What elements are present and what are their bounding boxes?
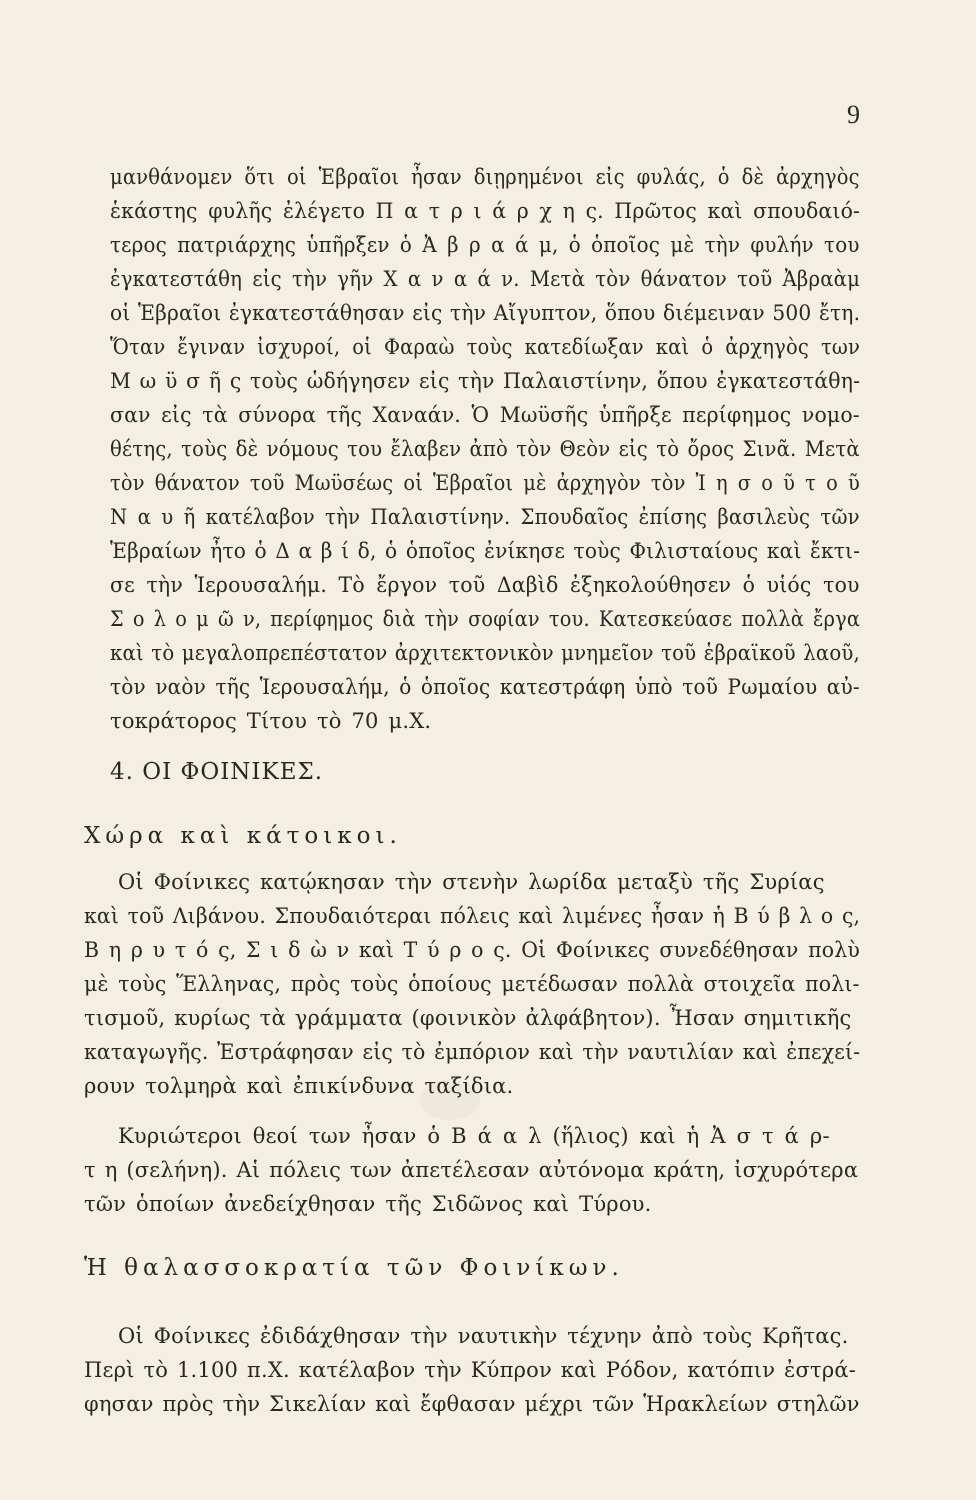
text-line: Κυριώτεροι θεοί των ἦσαν ὁ Β ά α λ (ἥλιος) καὶ ἡ Ἀ σ τ ά ρ- [118, 1124, 830, 1148]
text-line: ἐγκατεστάθη εἰς τὴν γῆν Χ α ν α ά ν. Μετὰ τὸν θάνατον τοῦ Ἀβραὰμ [110, 267, 861, 291]
text-line: τῶν ὁποίων ἀνεδείχθησαν τῆς Σιδῶνος καὶ Τύρου. [84, 1192, 652, 1216]
text-line: τὸν ναὸν τῆς Ἱερουσαλήμ, ὁ ὁποῖος κατεστράφη ὑπὸ τοῦ Ρωμαίου αὐ- [110, 675, 860, 699]
text-line: καὶ τὸ μεγαλοπρεπέστατον ἀρχιτεκτονικὸν μνημεῖον τοῦ ἑβραϊκοῦ λαοῦ, [110, 641, 860, 665]
text-line: θέτης, τοὺς δὲ νόμους του ἔλαβεν ἀπὸ τὸν Θεὸν εἰς τὸ ὄρος Σινᾶ. Μετὰ [110, 437, 860, 461]
text-line: Σ ο λ ο μ ῶ ν, περίφημος διὰ τὴν σοφίαν του. Κατεσκεύασε πολλὰ ἔργα [110, 607, 861, 631]
text-line: σαν εἰς τὰ σύνορα τῆς Χαναάν. Ὁ Μωϋσῆς ὑπῆρξε περίφημος νομο- [110, 403, 860, 427]
text-line: καὶ τοῦ Λιβάνου. Σπουδαιότεραι πόλεις καὶ λιμένες ἦσαν ἡ Β ύ β λ ο ς, [84, 904, 861, 928]
text-line: οἱ Ἑβραῖοι ἐγκατεστάθησαν εἰς τὴν Αἴγυπτον, ὅπου διέμειναν 500 ἔτη. [110, 301, 861, 325]
text-line: Ὅταν ἔγιναν ἰσχυροί, οἱ Φαραὼ τοὺς κατεδίωξαν καὶ ὁ ἀρχηγὸς των [110, 335, 861, 359]
page-number: 9 [847, 100, 860, 129]
text-line: μανθάνομεν ὅτι οἱ Ἑβραῖοι ἦσαν διῃρημένοι εἰς φυλάς, ὁ δὲ ἀρχηγὸς [110, 165, 860, 189]
text-line: σε τὴν Ἱερουσαλήμ. Τὸ ἔργον τοῦ Δαβὶδ ἐξηκολούθησεν ὁ υἱός του [110, 573, 860, 597]
text-line: ἑκάστης φυλῆς ἐλέγετο Π α τ ρ ι ά ρ χ η ς. Πρῶτος καὶ σπουδαιό- [110, 199, 861, 223]
text-line: μὲ τοὺς Ἕλληνας, πρὸς τοὺς ὁποίους μετέδωσαν πολλὰ στοιχεῖα πολι- [84, 972, 860, 996]
text-line: Ἑβραίων ἦτο ὁ Δ α β ί δ, ὁ ὁποῖος ἐνίκησε τοὺς Φιλισταίους καὶ ἔκτι- [110, 539, 861, 563]
text-line: Οἱ Φοίνικες κατῴκησαν τὴν στενὴν λωρίδα μεταξὺ τῆς Συρίας [118, 870, 825, 894]
text-line: καταγωγῆς. Ἐστράφησαν εἰς τὸ ἐμπόριον καὶ τὴν ναυτιλίαν καὶ ἐπεχεί- [84, 1040, 861, 1064]
text-line: τοκράτορος Τίτου τὸ 70 μ.Χ. [110, 709, 432, 733]
subheading-land-and-inhabitants: Χώρα καὶ κάτοικοι. [84, 823, 402, 849]
text-line: τερος πατριάρχης ὑπῆρξεν ὁ Ἀ β ρ α ά μ, ὁ ὁποῖος μὲ τὴν φυλήν του [110, 233, 860, 257]
text-line: τισμοῦ, κυρίως τὰ γράμματα (φοινικὸν ἀλφάβητον). Ἦσαν σημιτικῆς [84, 1006, 852, 1030]
text-line: Β η ρ υ τ ό ς, Σ ι δ ὼ ν καὶ Τ ύ ρ ο ς. Οἱ Φοίνικες συνεδέθησαν πολὺ [84, 938, 861, 962]
subheading-thalassocracy: Ἡ θαλασσοκρατία τῶν Φοινίκων. [84, 1255, 624, 1281]
text-line: ρουν τολμηρὰ καὶ ἐπικίνδυνα ταξίδια. [84, 1074, 514, 1098]
text-line: Ν α υ ῆ κατέλαβον τὴν Παλαιστίνην. Σπουδαῖος ἐπίσης βασιλεὺς τῶν [110, 505, 860, 529]
text-line: τὸν θάνατον τοῦ Μωϋσέως οἱ Ἑβραῖοι μὲ ἀρχηγὸν τὸν Ἰ η σ ο ῦ τ ο ῦ [110, 471, 860, 495]
text-line: φησαν πρὸς τὴν Σικελίαν καὶ ἔφθασαν μέχρι τῶν Ἡρακλείων στηλῶν [84, 1392, 860, 1416]
text-line: Περὶ τὸ 1.100 π.Χ. κατέλαβον τὴν Κύπρον καὶ Ρόδον, κατόπιν ἐστρά- [84, 1358, 857, 1382]
text-line: Οἱ Φοίνικες ἐδιδάχθησαν τὴν ναυτικὴν τέχνην ἀπὸ τοὺς Κρῆτας. [118, 1324, 849, 1348]
text-line: τ η (σελήνη). Αἱ πόλεις των ἀπετέλεσαν αὐτόνομα κράτη, ἰσχυρότερα [84, 1158, 859, 1182]
section-heading: 4. ΟΙ ΦΟΙΝΙΚΕΣ. [110, 759, 324, 785]
text-line: Μ ω ϋ σ ῆ ς τοὺς ὡδήγησεν εἰς τὴν Παλαιστίνην, ὅπου ἐγκατεστάθη- [110, 369, 861, 393]
